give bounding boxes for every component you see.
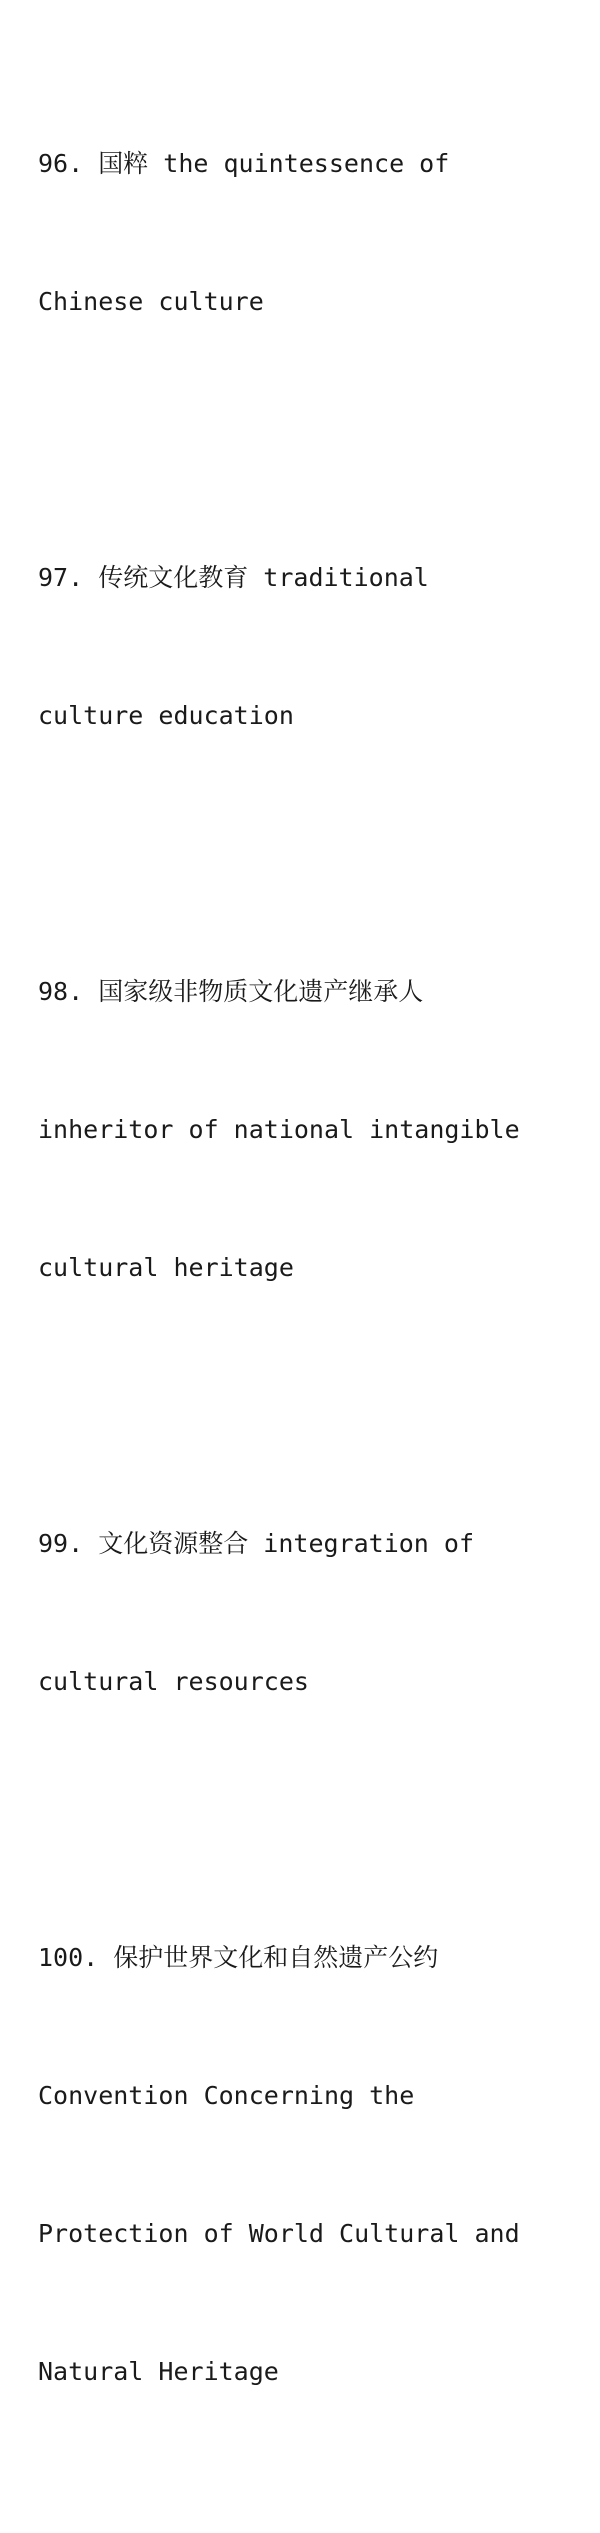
- entry-english-line: cultural heritage: [38, 1253, 294, 1282]
- glossary-entry-100: [38, 1843, 578, 2487]
- entry-number: 100.: [38, 1943, 99, 1972]
- entry-chinese-term: 文化资源整合: [98, 1529, 249, 1558]
- glossary-entry-97: [38, 463, 578, 831]
- entry-english-line: inheritor of national intangible: [38, 1115, 520, 1144]
- entry-first-line: [38, 969, 578, 1015]
- glossary-entry-99: [38, 1429, 578, 1797]
- entry-number: 99.: [38, 1529, 84, 1558]
- glossary-entry-96: [38, 49, 578, 417]
- entry-first-line: [38, 141, 578, 187]
- entry-english-text: traditional: [263, 563, 429, 592]
- entry-chinese-term: 国粹: [98, 149, 149, 178]
- entry-first-line: [38, 1521, 578, 1567]
- entry-number: 97.: [38, 563, 84, 592]
- glossary-document: [38, 49, 578, 2533]
- entry-first-line: [38, 1935, 578, 1981]
- glossary-entry-98: [38, 877, 578, 1383]
- entry-english-line: Chinese culture: [38, 287, 264, 316]
- entry-english-line: Protection of World Cultural and: [38, 2219, 520, 2248]
- entry-english-line: culture education: [38, 701, 294, 730]
- entry-chinese-term: 传统文化教育: [98, 563, 249, 592]
- entry-number: 98.: [38, 977, 84, 1006]
- entry-english-text: integration of: [263, 1529, 475, 1558]
- entry-english-line: Natural Heritage: [38, 2357, 279, 2386]
- entry-english-line: cultural resources: [38, 1667, 309, 1696]
- entry-english-text: the quintessence of: [163, 149, 450, 178]
- entry-number: 96.: [38, 149, 84, 178]
- entry-english-line: Convention Concerning the: [38, 2081, 415, 2110]
- entry-chinese-term: 保护世界文化和自然遗产公约: [113, 1943, 439, 1972]
- entry-chinese-term: 国家级非物质文化遗产继承人: [98, 977, 424, 1006]
- entry-first-line: [38, 555, 578, 601]
